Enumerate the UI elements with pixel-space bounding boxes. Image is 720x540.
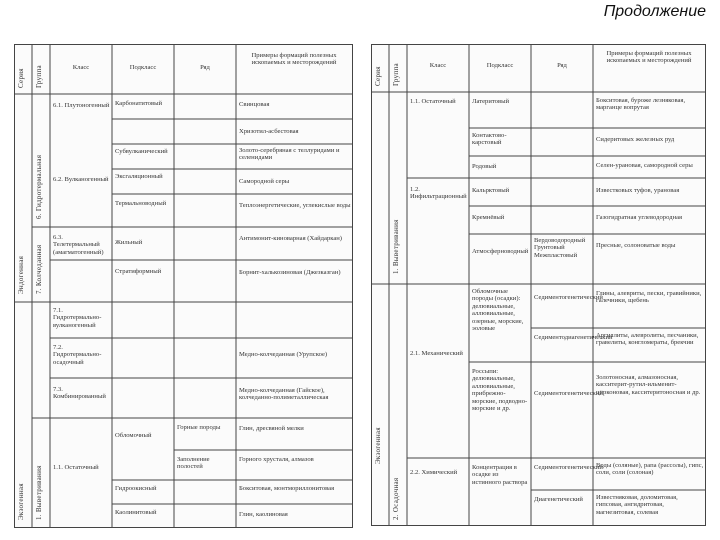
table-cell-example: Бокситовая, буроже лезняковая, марганце вопрутая [596, 97, 686, 112]
table-cell-example: Глины, алевриты, пески, гравийники, галечники, щебень [596, 290, 702, 305]
table-cell-example: Горного хрусталя, алмазов [239, 456, 314, 463]
table-cell-class: 7.1. Гидротермально-вулканогенный [53, 307, 102, 329]
table-cell-example: Сидеритовых железных руд [596, 136, 675, 143]
series-label: Эндогенная [17, 255, 25, 294]
table-cell-class: 7.2. Гидротермально-осадочный [53, 344, 102, 366]
table-cell-example: Глин, каолиновая [239, 511, 288, 518]
table-cell-subclass: Концентрация в осадке из истинного раствора [472, 464, 528, 486]
table-cell-subclass: Родовый [472, 163, 497, 170]
table-cell-subclass: Атмосферноводный [472, 248, 529, 255]
table-cell-example: Хризотил-асбестовая [239, 128, 299, 135]
table-cell-example: Бокситовая, монтмориллонитовая [239, 485, 335, 492]
table-cell-row: Седиментогенетический [534, 464, 603, 471]
right-table-grid [371, 44, 706, 526]
table-cell-class: 6.2. Вулканогенный [53, 176, 109, 183]
table-cell-example: Воды (соляные), рапа (рассолы), гипс, соли, соли (солоная) [596, 462, 704, 477]
table-cell-example: Газогидратная углеводородная [596, 214, 683, 221]
group-label: 7. Колчеданная [35, 244, 43, 294]
right-table [371, 44, 706, 526]
table-cell-subclass: Контактово-карстовый [472, 132, 507, 147]
table-cell-subclass: Субвулканический [115, 148, 168, 155]
table-cell-example: Глин, дресвяной мелки [239, 425, 304, 432]
table-cell-row: Диагенетический [534, 496, 583, 503]
col-header-class: Класс [72, 64, 90, 71]
col-header-group: Группа [35, 65, 43, 88]
col-header-examples: Примеры формаций полезных ископаемых и месторождений [251, 52, 337, 67]
table-cell-example: Аргиллиты, алевролиты, песчаники, гравелиты, конгломераты, брекчии [596, 332, 699, 347]
table-cell-class: 7.3. Комбинированный [53, 386, 106, 401]
col-header-row: Ряд [557, 62, 567, 69]
table-cell-subclass: Стратиформный [115, 268, 162, 275]
table-cell-class: 6.1. Плутоногенный [53, 102, 110, 109]
table-cell-example: Пресные, солоноватые воды [596, 242, 676, 249]
table-cell-subclass: Обломочный [115, 432, 152, 439]
group-label: 2. Осадочная [392, 477, 400, 520]
table-cell-row: Седиментогенетический [534, 294, 603, 301]
table-cell-class: 6.3. Телетермальный (амагматогенный) [53, 234, 104, 256]
col-header-subclass: Подкласс [486, 62, 514, 69]
col-header-series: Серия [17, 68, 25, 88]
left-table [14, 44, 353, 528]
table-cell-example: Золото-серебряная с теллуридами и селенидами [239, 147, 340, 162]
table-cell-example: Медно-колчеданная (Урупское) [239, 351, 328, 358]
col-header-row: Ряд [200, 64, 210, 71]
table-cell-class: 2.1. Механический [410, 350, 463, 357]
table-cell-example: Свинцовая [239, 101, 270, 108]
table-cell-example: Селен-урановая, самородной серы [596, 162, 693, 169]
table-cell-example: Самородной серы [239, 178, 290, 185]
table-cell-row: Седиментодиагенетический [534, 334, 613, 341]
table-cell-subclass: Обломочные породы (осадки): делювиальные, аллювиальные, озерные, морские, эоловые [472, 288, 524, 333]
table-cell-example: Известковых туфов, урановая [596, 187, 680, 194]
table-cell-subclass: Каолинитовый [115, 509, 157, 516]
table-cell-example: Борнит-халькозиновая (Джезказган) [239, 269, 341, 276]
group-label: 1. Выветривания [35, 465, 43, 520]
table-cell-subclass: Карбонатитовый [115, 100, 163, 107]
col-header-subclass: Подкласс [129, 64, 157, 71]
table-cell-subclass: Кальрктовый [472, 187, 510, 194]
page-title: Продолжение [603, 3, 706, 20]
table-cell-subclass: Гидроокисный [115, 485, 157, 492]
table-cell-row: Вердоводородный Грунтовый Межпластовый [534, 237, 586, 259]
table-cell-subclass: Латеритовый [472, 98, 510, 105]
table-cell-row: Седиментогенетический [534, 390, 603, 397]
table-cell-subclass: Жильный [115, 239, 143, 246]
col-header-series: Серия [374, 66, 382, 86]
table-cell-example: Теплоэнергетические, углекислые воды [239, 202, 351, 209]
table-cell-example: Золотоносная, алмазоносная, касситерит-рутил-ильменит-цирконовая, касситеритоносная и др. [596, 374, 701, 396]
table-cell-example: Известняковая, доломитовая, гипсовая, ангидритовая, магнезитовая, солевая [596, 494, 678, 516]
series-label: Экзогенная [17, 483, 25, 520]
table-cell-subclass: Россыпи: делювиальные, аллювиальные, прибрежно-морские, подводно-морские и др. [472, 368, 528, 413]
col-header-examples: Примеры формаций полезных ископаемых и месторождений [606, 50, 692, 65]
table-cell-example: Медно-колчеданная (Гайское), колчеданно-полиметаллическая [239, 387, 329, 402]
col-header-class: Класс [429, 62, 447, 69]
table-cell-row: Горные породы [177, 424, 221, 431]
table-cell-class: 1.1. Остаточный [410, 98, 456, 105]
table-cell-class: 1.2. Инфильтрационный [410, 186, 467, 201]
table-cell-class: 2.2. Химический [410, 469, 458, 476]
table-cell-subclass: Эксгаляционный [115, 173, 163, 180]
table-cell-example: Антимонит-киноварная (Хайдаркан) [239, 235, 342, 242]
table-cell-class: 1.1. Остаточный [53, 464, 99, 471]
col-header-group: Группа [392, 63, 400, 86]
table-cell-subclass: Термальноводный [115, 200, 167, 207]
table-cell-subclass: Кремнёвый [472, 214, 505, 221]
group-label: 6. Гидротермальная [35, 154, 43, 219]
group-label: 1. Выветривания [392, 219, 400, 274]
table-cell-row: Заполнение полостей [177, 456, 210, 471]
series-label: Экзогенная [374, 427, 382, 464]
